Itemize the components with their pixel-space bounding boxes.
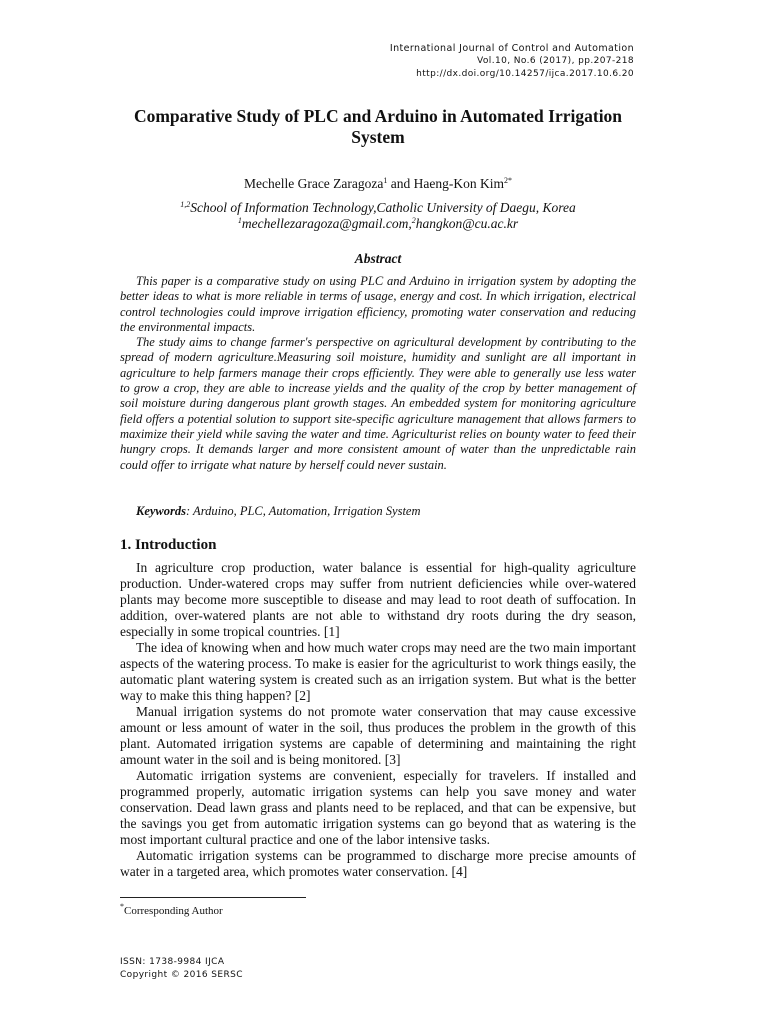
footnote-sup: * — [120, 902, 124, 911]
email-2: hangkon@cu.ac.kr — [415, 216, 519, 231]
keywords-label: Keywords — [136, 504, 186, 518]
introduction-body — [120, 560, 636, 880]
author-2-sup: 2* — [504, 176, 512, 185]
abstract-paragraph: This paper is a comparative study on using PLC and Arduino in irrigation system by adopting the better ideas to what is more reliable in terms of usage, energy and cost. In which irrigation, electrical control technologies could improve irrigation efficiency, promoting water conservation and reducing the environmental impacts. — [120, 274, 636, 334]
email-1: mechellezaragoza@gmail.com, — [241, 216, 412, 231]
keywords-line — [136, 504, 421, 519]
email-1-sup: 1 — [237, 216, 242, 225]
email-2-sup: 2 — [411, 216, 416, 225]
footnote-divider — [120, 897, 306, 898]
journal-name: International Journal of Control and Automation — [389, 43, 634, 54]
journal-doi: http://dx.doi.org/10.14257/ijca.2017.10.6.20 — [416, 69, 634, 79]
page-footer — [120, 956, 243, 982]
authors-line — [120, 176, 636, 192]
footer-issn: ISSN: 1738-9984 IJCA — [120, 957, 225, 967]
intro-paragraph: Automatic irrigation systems are convenient, especially for travelers. If installed and programmed properly, automatic irrigation systems can help you save money and water conservation. Dead lawn grass and plants need to be replaced, and that can be expensive, but the savings you get from automatic irrigation systems can go beyond that as watering is the most important cultural practice and one of the labor intensive tasks. — [120, 768, 636, 847]
journal-volume: Vol.10, No.6 (2017), pp.207-218 — [477, 56, 634, 66]
abstract-heading: Abstract — [354, 251, 402, 266]
intro-paragraph: The idea of knowing when and how much water crops may need are the two main important aspects of the watering process. To make is easier for the agriculturist to work things easily, the automatic plant watering system is created such as an irrigation system. But what is the better way to make this thing happen? [2] — [120, 640, 636, 703]
affiliation-sup: 1,2 — [180, 200, 191, 209]
journal-header — [390, 42, 634, 81]
author-2: Haeng-Kon Kim — [413, 176, 504, 191]
abstract-paragraph: The study aims to change farmer's perspective on agricultural development by contributing to the spread of modern agriculture.Measuring soil moisture, humidity and sunlight are all important in agriculture to help farmers manage their crops efficiently. They were able to generally use less water to grow a crop, they are able to increase yields and the quality of the crop by better management of soil moisture during dangerous plant growth stages. An embedded system for monitoring agriculture field offers a potential solution to support site-specific agriculture management that allows farmers to maximize their yield while saving the water and time. Agriculturist relies on bounty water to feed their hungry crops. It demands larger and more consistent amount of water than the unpredictable rain could offer to irrigate what nature by herself could never sustain. — [120, 335, 636, 472]
footnote-text: Corresponding Author — [124, 905, 223, 917]
abstract-body — [120, 274, 636, 473]
author-1: Mechelle Grace Zaragoza — [243, 176, 384, 191]
affiliation — [120, 200, 636, 232]
footnote — [120, 902, 223, 917]
affiliation-email-line — [120, 216, 636, 232]
keywords-text: : Arduino, PLC, Automation, Irrigation System — [186, 504, 421, 518]
author-joiner: and — [387, 176, 414, 191]
affiliation-school-line — [120, 200, 636, 216]
section-heading-introduction: 1. Introduction — [120, 537, 217, 553]
affiliation-school: School of Information Technology,Catholic University of Daegu, Korea — [190, 200, 576, 215]
paper-title: Comparative Study of PLC and Arduino in Automated Irrigation System — [133, 106, 623, 147]
footer-copyright: Copyright © 2016 SERSC — [120, 970, 243, 980]
intro-paragraph: Manual irrigation systems do not promote water conservation that may cause excessive amount or less amount of water in the soil, thus produces the problem in the growth of this plant. Automated irrigation systems are capable of determining and maintaining the right amount water in the soil and is being monitored. [3] — [120, 704, 636, 767]
intro-paragraph: Automatic irrigation systems can be programmed to discharge more precise amounts of water in a targeted area, which promotes water conservation. [4] — [120, 848, 636, 879]
intro-paragraph: In agriculture crop production, water balance is essential for high-quality agriculture production. Under-watered crops may suffer from nutrient deficiencies while over-watered plants may become more susceptible to disease and may lead to root death of suffocation. In addition, over-watered plants are not able to withstand dry roots during the dry season, especially in some tropical countries. [1] — [120, 560, 636, 639]
author-1-sup: 1 — [383, 176, 388, 185]
